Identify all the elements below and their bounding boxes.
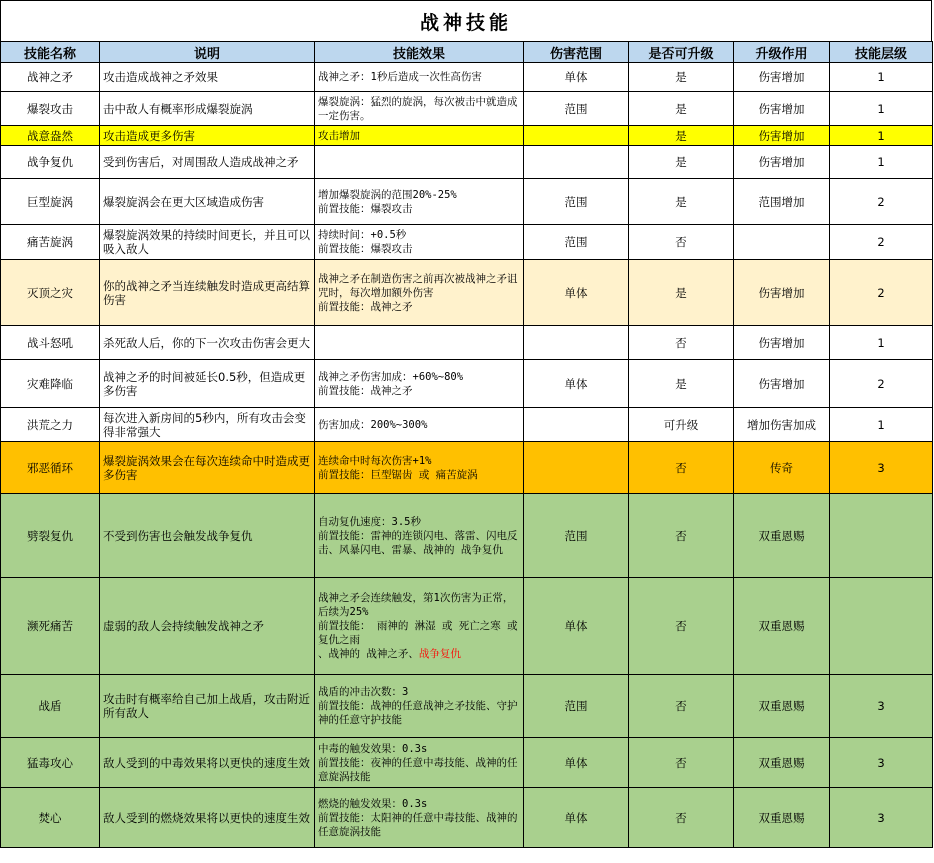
cell-damage-range[interactable]: 单体 xyxy=(524,360,629,408)
cell-description[interactable]: 不受到伤害也会触发战争复仇 xyxy=(100,494,315,578)
cell-upgradable[interactable]: 否 xyxy=(629,675,734,738)
effect-line: 战神之矛在制造伤害之前再次被战神之矛诅咒时，每次增加额外伤害 xyxy=(318,272,518,299)
cell-description[interactable]: 爆裂旋涡会在更大区域造成伤害 xyxy=(100,179,315,225)
header-upgrade-effect[interactable]: 升级作用 xyxy=(734,42,830,63)
cell-upgrade-effect[interactable]: 传奇 xyxy=(734,442,830,494)
cell-upgradable[interactable]: 是 xyxy=(629,179,734,225)
cell-damage-range[interactable]: 范围 xyxy=(524,675,629,738)
cell-skill-effect[interactable] xyxy=(315,260,524,326)
cell-description[interactable]: 爆裂旋涡效果会在每次连续命中时造成更多伤害 xyxy=(100,442,315,494)
cell-skill-effect[interactable] xyxy=(315,63,524,92)
cell-upgradable[interactable]: 否 xyxy=(629,326,734,360)
cell-damage-range[interactable] xyxy=(524,146,629,179)
cell-description[interactable]: 虚弱的敌人会持续触发战神之矛 xyxy=(100,578,315,675)
cell-skill-name[interactable]: 洪荒之力 xyxy=(1,408,100,442)
effect-line: 前置技能：战神之矛 xyxy=(318,384,413,397)
cell-upgrade-effect[interactable]: 伤害增加 xyxy=(734,146,830,179)
effect-highlight: 战争复仇 xyxy=(418,648,461,660)
cell-upgrade-effect[interactable]: 伤害增加 xyxy=(734,126,830,146)
cell-damage-range[interactable]: 范围 xyxy=(524,494,629,578)
header-description[interactable]: 说明 xyxy=(100,42,315,63)
cell-description[interactable]: 攻击时有概率给自己加上战盾，攻击附近所有敌人 xyxy=(100,675,315,738)
cell-skill-name[interactable]: 濒死痛苦 xyxy=(1,578,100,675)
table-row xyxy=(1,63,933,92)
cell-upgradable[interactable]: 可升级 xyxy=(629,408,734,442)
cell-description[interactable]: 每次进入新房间的5秒内，所有攻击会变得非常强大 xyxy=(100,408,315,442)
cell-upgradable[interactable]: 是 xyxy=(629,260,734,326)
table-row xyxy=(1,788,933,848)
cell-skill-tier[interactable]: 3 xyxy=(830,442,933,494)
cell-skill-effect[interactable] xyxy=(315,360,524,408)
cell-skill-tier[interactable]: 1 xyxy=(830,126,933,146)
effect-line: 伤害加成：200%~300% xyxy=(318,418,428,431)
effect-line: 攻击增加 xyxy=(318,129,360,142)
cell-upgrade-effect[interactable]: 双重恩赐 xyxy=(734,738,830,788)
cell-skill-name[interactable]: 痛苦旋涡 xyxy=(1,225,100,260)
cell-upgrade-effect[interactable] xyxy=(734,225,830,260)
cell-damage-range[interactable]: 单体 xyxy=(524,738,629,788)
header-skill-tier[interactable]: 技能层级 xyxy=(830,42,933,63)
effect-line: 持续时间：+0.5秒 xyxy=(318,229,407,241)
effect-line: 燃烧的触发效果：0.3s xyxy=(318,797,428,810)
cell-skill-name[interactable]: 战意盎然 xyxy=(1,126,100,146)
cell-upgradable[interactable]: 否 xyxy=(629,738,734,788)
cell-upgradable[interactable]: 否 xyxy=(629,788,734,848)
header-skill-name[interactable]: 技能名称 xyxy=(1,42,100,63)
table-row xyxy=(1,360,933,408)
cell-description[interactable]: 你的战神之矛当连续触发时造成更高结算伤害 xyxy=(100,260,315,326)
cell-skill-tier[interactable]: 1 xyxy=(830,63,933,92)
effect-line: 前置技能：太阳神的任意中毒技能、战神的任意旋涡技能 xyxy=(318,811,518,838)
cell-description[interactable]: 爆裂旋涡效果的持续时间更长，并且可以吸入敌人 xyxy=(100,225,315,260)
cell-upgrade-effect[interactable]: 增加伤害加成 xyxy=(734,408,830,442)
cell-upgrade-effect[interactable]: 范围增加 xyxy=(734,179,830,225)
effect-line: 战神之矛会连续触发，第1次伤害为正常，后续为25% xyxy=(318,592,514,618)
table-row xyxy=(1,260,933,326)
cell-description[interactable]: 敌人受到的中毒效果将以更快的速度生效 xyxy=(100,738,315,788)
cell-skill-tier[interactable]: 2 xyxy=(830,225,933,260)
cell-skill-name[interactable]: 猛毒攻心 xyxy=(1,738,100,788)
header-row xyxy=(1,42,933,63)
effect-line: 前置技能：战神之矛 xyxy=(318,300,413,313)
cell-skill-effect[interactable] xyxy=(315,326,524,360)
header-upgradable[interactable]: 是否可升级 xyxy=(629,42,734,63)
cell-description[interactable]: 战神之矛的时间被延长0.5秒，但造成更多伤害 xyxy=(100,360,315,408)
effect-line: 、战神的 战神之矛、 xyxy=(318,648,419,660)
cell-skill-name[interactable]: 邪恶循环 xyxy=(1,442,100,494)
table-row xyxy=(1,442,933,494)
cell-skill-tier[interactable] xyxy=(830,494,933,578)
cell-upgrade-effect[interactable]: 伤害增加 xyxy=(734,360,830,408)
cell-upgradable[interactable]: 是 xyxy=(629,146,734,179)
effect-line: 前置技能：雷神的连锁闪电、落雷、闪电反击、风暴闪电、雷暴、战神的 战争复仇 xyxy=(318,529,518,556)
table-row xyxy=(1,578,933,675)
effect-line: 自动复仇速度：3.5秒 xyxy=(318,515,421,528)
cell-upgradable[interactable]: 是 xyxy=(629,92,734,126)
cell-upgrade-effect[interactable]: 伤害增加 xyxy=(734,92,830,126)
cell-upgrade-effect[interactable]: 伤害增加 xyxy=(734,260,830,326)
table-row xyxy=(1,92,933,126)
cell-upgradable[interactable]: 是 xyxy=(629,360,734,408)
skills-table xyxy=(0,41,933,848)
cell-skill-effect[interactable] xyxy=(315,126,524,146)
header-skill-effect[interactable]: 技能效果 xyxy=(315,42,524,63)
cell-description[interactable]: 受到伤害后，对周围敌人造成战神之矛 xyxy=(100,146,315,179)
effect-line: 前置技能： 雨神的 淋湿 或 死亡之寒 或 复仇之雨 xyxy=(318,620,518,646)
table-row xyxy=(1,146,933,179)
table-row xyxy=(1,225,933,260)
cell-upgradable[interactable]: 否 xyxy=(629,578,734,675)
cell-skill-effect[interactable] xyxy=(315,146,524,179)
table-row xyxy=(1,494,933,578)
cell-skill-tier[interactable]: 3 xyxy=(830,788,933,848)
cell-skill-effect[interactable] xyxy=(315,578,524,675)
effect-line: 增加爆裂旋涡的范围20%-25% xyxy=(318,188,457,201)
effect-line: 战神之矛伤害加成：+60%~80% xyxy=(318,370,464,383)
cell-upgrade-effect[interactable]: 伤害增加 xyxy=(734,326,830,360)
cell-damage-range[interactable] xyxy=(524,126,629,146)
sheet-title: 战神技能 xyxy=(0,0,932,41)
cell-skill-tier[interactable]: 3 xyxy=(830,675,933,738)
table-row xyxy=(1,326,933,360)
cell-upgrade-effect[interactable]: 双重恩赐 xyxy=(734,788,830,848)
cell-upgradable[interactable]: 否 xyxy=(629,442,734,494)
cell-description[interactable]: 攻击造成更多伤害 xyxy=(100,126,315,146)
cell-skill-effect[interactable] xyxy=(315,675,524,738)
cell-damage-range[interactable] xyxy=(524,442,629,494)
effect-line: 前置技能：巨型锯齿 或 痛苦旋涡 xyxy=(318,468,478,481)
cell-upgrade-effect[interactable]: 伤害增加 xyxy=(734,63,830,92)
effect-line: 中毒的触发效果：0.3s xyxy=(318,742,428,755)
cell-upgradable[interactable]: 否 xyxy=(629,225,734,260)
effect-line: 前置技能：夜神的任意中毒技能、战神的任意旋涡技能 xyxy=(318,756,518,783)
cell-upgrade-effect[interactable]: 双重恩赐 xyxy=(734,578,830,675)
cell-upgrade-effect[interactable]: 双重恩赐 xyxy=(734,675,830,738)
cell-skill-tier[interactable]: 1 xyxy=(830,326,933,360)
cell-description[interactable]: 敌人受到的燃烧效果将以更快的速度生效 xyxy=(100,788,315,848)
cell-skill-name[interactable]: 战斗怒吼 xyxy=(1,326,100,360)
cell-skill-tier[interactable]: 2 xyxy=(830,260,933,326)
cell-upgradable[interactable]: 否 xyxy=(629,494,734,578)
cell-damage-range[interactable]: 范围 xyxy=(524,92,629,126)
effect-line: 爆裂旋涡：猛烈的旋涡，每次被击中就造成一定伤害。 xyxy=(318,95,518,122)
cell-skill-tier[interactable]: 1 xyxy=(830,146,933,179)
cell-skill-name[interactable]: 灭顶之灾 xyxy=(1,260,100,326)
cell-skill-effect[interactable] xyxy=(315,494,524,578)
effect-line: 战盾的冲击次数：3 xyxy=(318,686,409,698)
cell-damage-range[interactable]: 单体 xyxy=(524,260,629,326)
cell-damage-range[interactable]: 单体 xyxy=(524,578,629,675)
cell-upgradable[interactable]: 是 xyxy=(629,126,734,146)
effect-line: 战神之矛：1秒后造成一次性高伤害 xyxy=(318,71,482,83)
effect-line: 前置技能：爆裂攻击 xyxy=(318,202,413,215)
effect-line: 前置技能：爆裂攻击 xyxy=(318,243,413,255)
cell-damage-range[interactable]: 范围 xyxy=(524,225,629,260)
cell-skill-tier[interactable]: 2 xyxy=(830,179,933,225)
table-row xyxy=(1,179,933,225)
table-body xyxy=(1,63,933,848)
cell-skill-effect[interactable] xyxy=(315,179,524,225)
cell-description[interactable]: 杀死敌人后，你的下一次攻击伤害会更大 xyxy=(100,326,315,360)
cell-skill-name[interactable]: 战盾 xyxy=(1,675,100,738)
cell-upgrade-effect[interactable]: 双重恩赐 xyxy=(734,494,830,578)
cell-skill-name[interactable]: 焚心 xyxy=(1,788,100,848)
cell-skill-effect[interactable] xyxy=(315,408,524,442)
cell-description[interactable]: 攻击造成战神之矛效果 xyxy=(100,63,315,92)
cell-skill-tier[interactable]: 3 xyxy=(830,738,933,788)
table-row xyxy=(1,126,933,146)
cell-damage-range[interactable]: 单体 xyxy=(524,788,629,848)
cell-damage-range[interactable]: 单体 xyxy=(524,63,629,92)
cell-skill-name[interactable]: 爆裂攻击 xyxy=(1,92,100,126)
cell-upgradable[interactable]: 是 xyxy=(629,63,734,92)
effect-line: 前置技能：战神的任意战神之矛技能、守护神的任意守护技能 xyxy=(318,700,518,726)
cell-skill-effect[interactable] xyxy=(315,442,524,494)
cell-skill-tier[interactable]: 1 xyxy=(830,408,933,442)
cell-skill-name[interactable]: 战争复仇 xyxy=(1,146,100,179)
cell-skill-name[interactable]: 巨型旋涡 xyxy=(1,179,100,225)
cell-skill-tier[interactable] xyxy=(830,578,933,675)
cell-skill-effect[interactable] xyxy=(315,738,524,788)
cell-skill-tier[interactable]: 2 xyxy=(830,360,933,408)
header-damage-range[interactable]: 伤害范围 xyxy=(524,42,629,63)
cell-description[interactable]: 击中敌人有概率形成爆裂旋涡 xyxy=(100,92,315,126)
table-row xyxy=(1,738,933,788)
cell-skill-name[interactable]: 劈裂复仇 xyxy=(1,494,100,578)
cell-skill-tier[interactable]: 1 xyxy=(830,92,933,126)
table-row xyxy=(1,675,933,738)
cell-damage-range[interactable]: 范围 xyxy=(524,179,629,225)
cell-skill-name[interactable]: 战神之矛 xyxy=(1,63,100,92)
cell-skill-effect[interactable] xyxy=(315,788,524,848)
cell-skill-effect[interactable] xyxy=(315,92,524,126)
cell-damage-range[interactable] xyxy=(524,326,629,360)
cell-damage-range[interactable] xyxy=(524,408,629,442)
effect-line: 连续命中时每次伤害+1% xyxy=(318,454,432,467)
table-row xyxy=(1,408,933,442)
cell-skill-name[interactable]: 灾难降临 xyxy=(1,360,100,408)
cell-skill-effect[interactable] xyxy=(315,225,524,260)
